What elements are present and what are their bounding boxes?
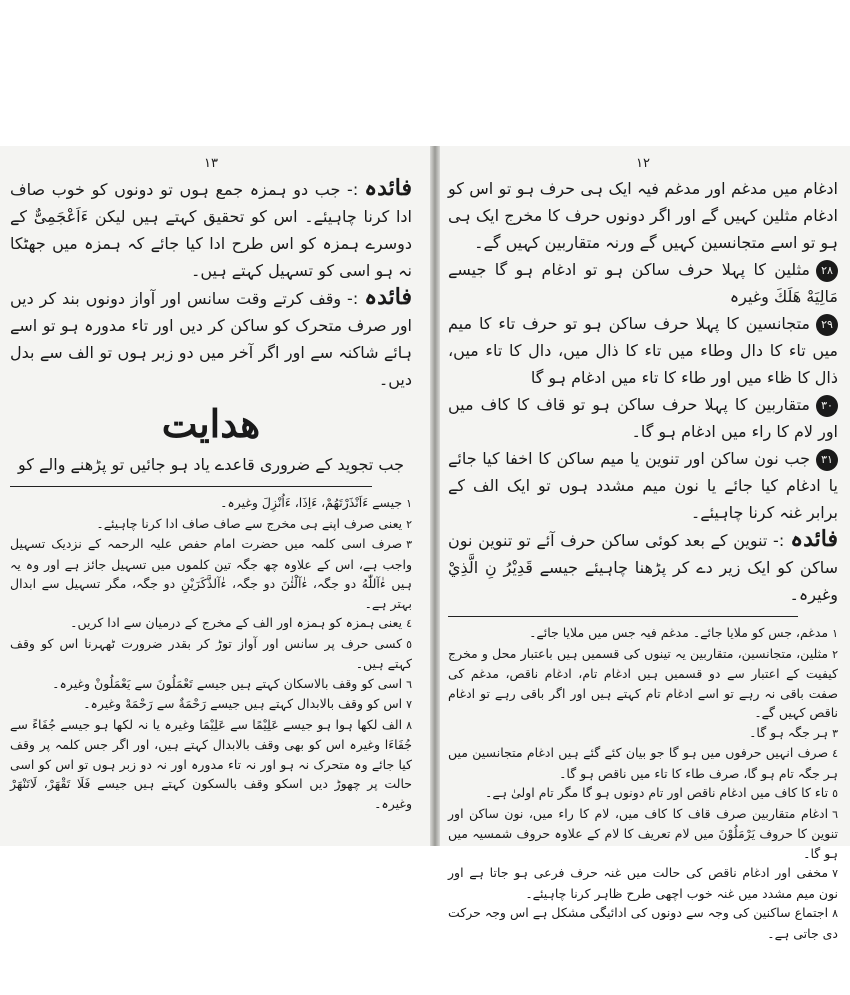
section-subtitle: جب تجوید کے ضروری قاعدے یاد ہو جائیں تو پڑھنے والے کو — [18, 455, 404, 474]
footnote-mark: ٦ — [832, 807, 838, 821]
footnote-text: صرف انہیں حرفوں میں ہو گا جو بیان کئے گئے ہیں ادغام متجانسین میں ہر جگہ تام ہو گا، صرف طاء کا تاء میں ناقص ہو گا۔ — [448, 745, 838, 781]
footnote-item — [448, 743, 838, 783]
footnote-text: ادغام متقاربین صرف قاف کا کاف میں، لام کا راء میں، نون ساکن اور تنوین کا حروف یَرْمَلُوْنَ میں لام تعریف کا لام کے علاوہ حروف شمسیہ میں ہو گا۔ — [448, 805, 838, 861]
footnote-text: جیسے ءَاَنْذَرْتَهُمْ، ءَاِذَا، ءَاُنْزِلَ وغیرہ۔ — [220, 495, 403, 510]
fayda-text: :- جب دو ہمزہ جمع ہوں تو دونوں کو خوب صاف ادا کرنا چاہیئے۔ اس کو تحقیق کہتے ہیں لیکن ءَاَعْجَمِیٌّ کے دوسرے ہمزہ کو اس طرح ادا کیا جائے کہ ہمزہ میں جھٹکا نہ ہو اسی کو تسہیل کہتے ہیں۔ — [10, 180, 412, 280]
page-number: ١٣ — [204, 156, 218, 171]
footnote-mark: ٨ — [832, 907, 838, 920]
footnote-mark: ٢ — [406, 517, 412, 531]
footnote-item — [10, 514, 412, 535]
section-title: ھدایت — [161, 401, 261, 446]
footnote-text: اجتماع ساکنین کی وجہ سے دونوں کی ادائیگی مشکل ہے اس وجہ حرکت دی جاتی ہے۔ — [448, 905, 838, 941]
footnote-item — [10, 634, 412, 674]
book-spread — [0, 146, 850, 941]
intro-paragraph: ادغام میں مدغم اور مدغم فیہ ایک ہی حرف ہو تو اس کو ادغام مثلین کہیں گے اور اگر دونوں حرف کا مخرج ایک ہی ہو تو اسے متجانسین کہیں گے ورنہ متقاربین کہیں گے۔ — [448, 179, 838, 252]
fayda-text: :- وقف کرتے وقت سانس اور آواز دونوں بند کر دیں اور صرف متحرک کو ساکن کر دیں اور تاء مدورہ ہو تو اسے ہائے شاکنہ سے اور اگر آخر میں دو زبر ہوں تو الف سے بدل دیں۔ — [10, 289, 412, 389]
rule-item — [448, 256, 838, 310]
footnote-text: یعنی صرف اپنے ہی مخرج سے صاف صاف ادا کرنا چاہیئے۔ — [96, 515, 403, 531]
rule-text: مثلین کا پہلا حرف ساکن ہو تو ادغام ہو گا جیسے مَالِيَهْ هَلَكَ وغیرہ — [448, 260, 838, 306]
footnote-item — [10, 674, 412, 695]
fayda-text: :- تنوین کے بعد کوئی ساکن حرف آئے تو تنوین نون ساکن کو ایک زیر دے کر پڑھنا چاہیئے جیسے قَدِيْرُ نِ الَّذِيْ وغیرہ۔ — [448, 531, 838, 604]
fayda-heading: فائدہ — [364, 284, 412, 310]
rule-number-badge: ٣٠ — [816, 395, 838, 417]
footnote-text: مخفی اور ادغام ناقص کی حالت میں غنہ حرف فرعی ہو جاتا ہے اور نون میم مشدد میں غنہ خوب اچھی طرح ظاہر کرنا چاہیئے۔ — [448, 865, 838, 901]
rule-item — [448, 445, 838, 526]
footnote-mark: ٥ — [832, 787, 838, 800]
footnote-item — [448, 863, 838, 903]
footnote-item — [448, 623, 838, 644]
footnotes — [448, 623, 838, 943]
rule-number-badge: ٢٨ — [816, 260, 838, 282]
footnote-item — [448, 804, 838, 864]
footnote-text: الف لکھا ہوا ہو جیسے عَلِيْمًا سے عَلِيْمَا وغیرہ یا نہ لکھا ہو جیسے جُفَاءً سے جُفَاءَا وغیرہ اس کو بھی وقف بالابدال کہتے ہیں، اور اگر جس کلمہ پر وقف کیا جائے وہ متحرک نہ ہو اور نہ تاء مدورہ اور نہ دو زبر ہوں تو اس کو اسی حالت پر چھوڑ دیں اسکو وقف بالسکون کہتے ہیں جیسے فَلَا تَقْهَرْ، لَاتَنْهَرْ وغیرہ۔ — [10, 716, 412, 811]
footnote-mark: ٧ — [406, 698, 412, 711]
footnote-mark: ٣ — [832, 726, 838, 740]
footnote-text: کسی حرف پر سانس اور آواز توڑ کر بقدر ضرورت ٹھہرنا اس کو وقف کہتے ہیں۔ — [10, 635, 412, 671]
footnote-mark: ٨ — [406, 718, 412, 732]
footnote-mark: ٧ — [832, 867, 838, 880]
footnote-text: مدغم، جس کو ملایا جائے۔ مدغم فیہ جس میں ملایا جائے۔ — [529, 625, 829, 640]
page-number: ١٢ — [636, 156, 650, 171]
rule-number-badge: ٢٩ — [816, 314, 838, 336]
right-page — [440, 146, 850, 941]
footnote-divider — [10, 486, 372, 487]
footnote-item — [448, 644, 838, 723]
fayda-paragraph — [10, 284, 412, 393]
footnote-text: اس کو وقف بالابدال کہتے ہیں جیسے رَحْمَةٌ سے رَحْمَهْ وغیرہ۔ — [83, 696, 403, 711]
rule-item — [448, 391, 838, 445]
footnote-mark: ٦ — [406, 677, 412, 691]
footnote-text: یعنی ہمزہ کو ہمزہ اور الف کے مخرج کے درمیان سے ادا کریں۔ — [70, 615, 403, 630]
footnote-mark: ١ — [832, 627, 838, 640]
rule-item — [448, 310, 838, 391]
fayda-paragraph — [448, 526, 838, 608]
footnote-item — [10, 715, 412, 814]
rule-number-badge: ٣١ — [816, 449, 838, 471]
footnote-mark: ٢ — [832, 647, 838, 661]
footnote-mark: ٣ — [406, 538, 412, 551]
footnote-item — [448, 783, 838, 804]
rule-text: جب نون ساکن اور تنوین یا میم ساکن کا اخفا کیا جائے یا ادغام کیا جائے یا نون میم مشدد ہوں تو ایک الف کے برابر غنہ کرنا چاہیئے۔ — [448, 449, 838, 522]
footnote-text: ہر جگہ ہو گا۔ — [749, 724, 829, 740]
footnotes — [10, 493, 412, 813]
footnote-item — [10, 493, 412, 514]
fayda-paragraph — [10, 175, 412, 284]
footnote-item — [10, 613, 412, 634]
footnote-mark: ٤ — [832, 747, 838, 760]
footnote-item — [10, 694, 412, 715]
footnote-text: اسی کو وقف بالاسکان کہتے ہیں جیسے تَعْمَلُونَ سے يَعْمَلُونْ وغیرہ۔ — [52, 675, 403, 691]
fayda-heading: فائدہ — [790, 526, 838, 552]
footnote-item — [448, 903, 838, 943]
rule-text: متقاربین کا پہلا حرف ساکن ہو تو قاف کا کاف میں اور لام کا راء میں ادغام ہو گا۔ — [448, 395, 838, 441]
footnote-text: تاء کا کاف میں ادغام ناقص اور تام دونوں ہو گا مگر تام اولیٰ ہے۔ — [485, 785, 829, 800]
fayda-heading: فائدہ — [364, 175, 412, 201]
footnote-item — [10, 534, 412, 613]
footnote-text: مثلین، متجانسین، متقاربین یہ تینوں کی قسمیں ہیں باعتبار محل و مخرج کیفیت کے اعتبار سے دو قسمیں ہیں ادغام تام، ادغام ناقص، مدغم کی صفت باقی نہ رہے تو اسے ادغام تام کہتے ہیں اور اگر باقی رہے تو ادغام ناقص کہیں گے۔ — [448, 645, 838, 720]
rule-text: متجانسین کا پہلا حرف ساکن ہو تو حرف تاء کا میم میں تاء کا دال وطاء میں تاء کا ذال میں، دال کا تاء میں، ذال کا ظاء میں اور طاء کا تاء میں ادغام ہو گا — [448, 314, 838, 387]
left-page — [0, 146, 430, 846]
book-gutter — [430, 146, 440, 846]
footnote-mark: ٤ — [406, 617, 412, 630]
footnote-item — [448, 723, 838, 744]
footnote-text: صرف اسی کلمہ میں حضرت امام حفص علیہ الرحمہ کے نزدیک تسہیل واجب ہے، اس کے علاوہ چھ جگہ تین کلموں میں تسہیل جائز ہے اور وہ یہ ہیں ءٰآللّٰهُ دو جگہ، ءٰآلْئٰنَ دو جگہ، ءٰآلذَّكَرَيْنِ دو جگہ، مگر تسہیل سے ابدال بہتر ہے۔ — [10, 536, 412, 611]
footnote-mark: ١ — [406, 497, 412, 510]
footnote-mark: ٥ — [406, 637, 412, 651]
footnote-divider — [448, 616, 798, 617]
